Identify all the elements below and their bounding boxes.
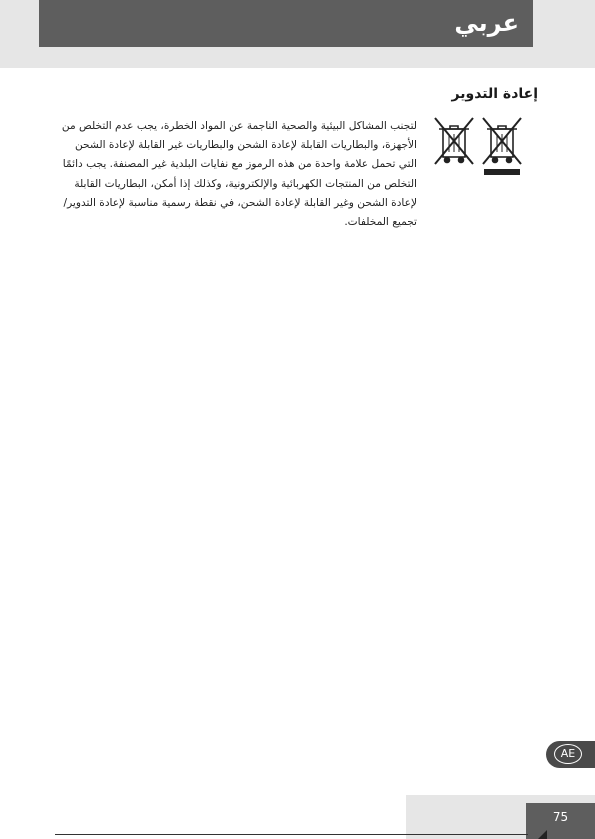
recycling-paragraph [55, 117, 417, 232]
header-bar [39, 0, 533, 47]
crossed-bin-with-bar-icon [483, 118, 521, 175]
section-title: إعادة التدوير [451, 86, 538, 102]
header-title: عربي [454, 9, 519, 37]
paragraph-line: التي تحمل علامة واحدة من هذه الرموز مع نفايات البلدية غير المصنفة. يجب دائمًا [62, 158, 417, 171]
page-number: 75 [526, 803, 595, 839]
corner-mark [538, 830, 547, 839]
paragraph-line: لإعادة الشحن وغير القابلة لإعادة الشحن، في نقطة رسمية مناسبة لإعادة التدوير/ [63, 196, 417, 209]
paragraph-line: الأجهزة، والبطاريات القابلة لإعادة الشحن والبطاريات غير القابلة لإعادة الشحن [74, 139, 417, 152]
weee-symbols [433, 116, 528, 178]
footer-rule [55, 834, 528, 835]
paragraph-line: التخلص من المنتجات الكهربائية والإلكترونية، وكذلك إذا أمكن، البطاريات القابلة [74, 177, 417, 190]
paragraph-line: لتجنب المشاكل البيئية والصحية الناجمة عن المواد الخطرة، يجب عدم التخلص من [61, 120, 417, 132]
crossed-bin-icon [435, 118, 473, 164]
language-badge [546, 741, 595, 768]
language-code: AE [554, 744, 582, 764]
paragraph-line: تجميع المخلفات. [344, 216, 417, 229]
